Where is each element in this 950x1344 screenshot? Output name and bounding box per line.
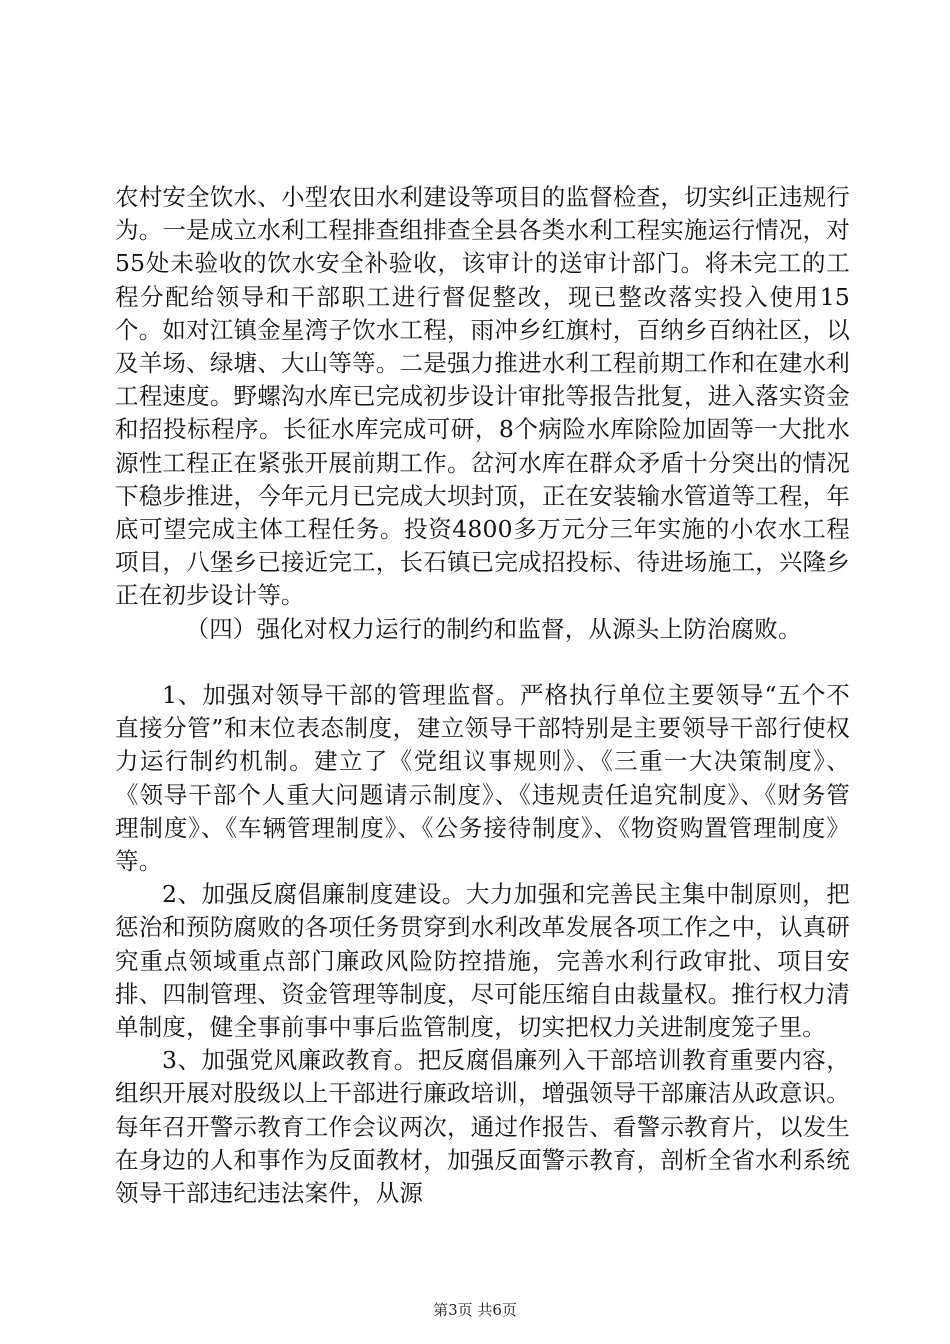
paragraph-anti-corruption-system: 2、加强反腐倡廉制度建设。大力加强和完善民主集中制原则，把惩治和预防腐败的各项任务贯穿到水利改革发展各项工作之中，认真研究重点领域重点部门廉政风险防控措施，完善水利行政审批、项目安排、四制管理、资金管理等制度，尽可能压缩自由裁量权。推行权力清单制度，健全事前事中事后监管制度，切实把权力关进制度笼子里。 (115, 880, 850, 1042)
section-heading-4: （四）强化对权力运行的制约和监督，从源头上防治腐败。 (185, 614, 802, 643)
document-body (115, 181, 850, 1210)
paragraph-integrity-education: 3、加强党风廉政教育。把反腐倡廉列入干部培训教育重要内容，组织开展对股级以上干部进行廉政培训，增强领导干部廉洁从政意识。每年召开警示教育工作会议两次，通过作报告、看警示教育片，以发生在身边的人和事作为反面教材，加强反面警示教育，剖析全省水利系统领导干部违纪违法案件，从源 (115, 1046, 850, 1208)
page-footer: 第3页 共6页 (433, 1301, 517, 1319)
paragraph-leader-supervision: 1、加强对领导干部的管理监督。严格执行单位主要领导“五个不直接分管”和末位表态制度，建立领导干部特别是主要领导干部行使权力运行制约机制。建立了《党组议事规则》、《三重一大决策制度》、《领导干部个人重大问题请示制度》、《违规责任追究制度》、《财务管理制度》、《车辆管理制度》、《公务接待制度》、《物资购置管理制度》等。 (115, 681, 850, 876)
paragraph-water-projects: 农村安全饮水、小型农田水利建设等项目的监督检查，切实纠正违规行为。一是成立水利工程排查组排查全县各类水利工程实施运行情况，对55处未验收的饮水安全补验收，该审计的送审计部门。将未完工的工程分配给领导和干部职工进行督促整改，现已整改落实投入使用15个。如对江镇金星湾子饮水工程，雨冲乡红旗村，百纳乡百纳社区，以及羊场、绿塘、大山等等。二是强力推进水利工程前期工作和在建水利工程速度。野螺沟水库已完成初步设计审批等报告批复，进入落实资金和招投标程序。长征水库完成可研，8个病险水库除险加固等一大批水源性工程正在紧张开展前期工作。岔河水库在群众矛盾十分突出的情况下稳步推进，今年元月已完成大坝封顶，正在安装输水管道等工程，年底可望完成主体工程任务。投资4800多万元分三年实施的小农水工程项目，八堡乡已接近完工，长石镇已完成招投标、待进场施工，兴隆乡正在初步设计等。 (115, 183, 850, 610)
